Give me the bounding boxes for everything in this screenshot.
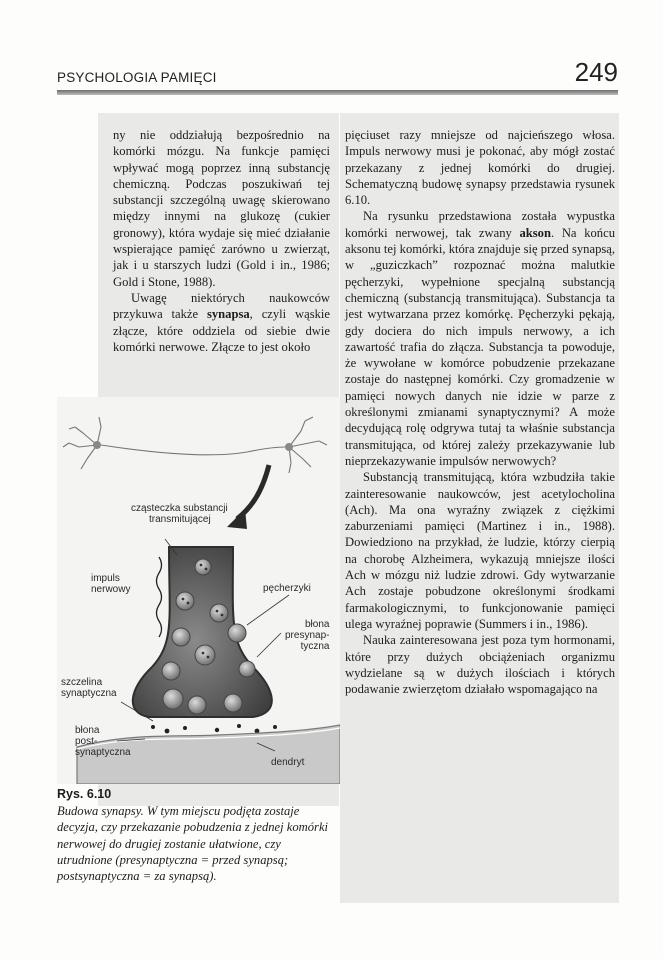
label-dendrite: dendryt bbox=[271, 757, 305, 768]
term-synapsa: synapsa bbox=[206, 307, 250, 322]
label-line: szczelina bbox=[61, 677, 103, 688]
synapse-figure bbox=[57, 397, 340, 784]
label-line: post- bbox=[75, 736, 98, 747]
figure-caption-title: Rys. 6.10 bbox=[57, 787, 112, 801]
text-run: Na rysunku przedstawiona została wypustka komórki nerwowej, tak zwany bbox=[345, 209, 615, 240]
header-rule bbox=[57, 90, 618, 95]
label-line: nerwowy bbox=[91, 584, 131, 595]
text-run: . Na końcu aksonu tej komórki, która znajduje się przed synapsą, w „guziczkach” rozpoznać można malutkie pęcherzyki, wypełnione specjalną substancją chemiczną (substancją transmitująca). Substancja ta jest wytwarzana przez komórkę. Pęcherzyki pękają, gdy dociera do nich impuls nerwowy, a ich zawartość trafia do złącza. Substancja ta powoduje, że wywołane w komórce pobudzenie przekazane zostaje do następnej komórki. Czy gromadzenie w pamięci nowych danych nie idzie w parze z określonymi zmianami synaptycznymi? A może decydującą rolę odgrywa tutaj ta właśnie substancja transmitująca, od której zależy przekazywanie lub nieprzekazywanie impulsów nerwowych? bbox=[345, 225, 615, 468]
label-molecule bbox=[131, 503, 228, 525]
label-line: błona bbox=[305, 619, 330, 630]
label-impulse bbox=[91, 573, 130, 595]
neuron-right-icon bbox=[247, 417, 327, 473]
label-line: synaptyczna bbox=[75, 747, 131, 758]
transmitter-molecules bbox=[151, 724, 277, 733]
zoom-arrow-icon bbox=[227, 465, 269, 529]
text-run: , czyli wąskie złącze, które oddziela od siebie dwie komórki nerwowe. Złącze to jest około bbox=[113, 307, 330, 354]
term-akson: akson bbox=[519, 225, 551, 240]
figure-caption-text: Budowa synapsy. W tym miejscu podjęta zostaje decyzja, czy przekazanie pobudzenia z jednej komórki nerwowej do drugiej zostanie ułatwione, czy utrudnione (presynaptyczna = przed synapsą; postsynaptyczna = za synapsą). bbox=[57, 804, 329, 884]
label-line: transmitującej bbox=[149, 514, 211, 525]
right-paragraph-4: Nauka zainteresowana jest poza tym hormonami, które przy dużych obciążeniach organizmu wydzielane są w dużych ilościach i których podawanie zwierzętom działało wspomagająco na bbox=[345, 633, 615, 697]
label-vesicles: pęcherzyki bbox=[263, 583, 311, 594]
label-line: cząsteczka substancji bbox=[131, 503, 228, 514]
left-column bbox=[113, 127, 330, 355]
page-number: 249 bbox=[574, 57, 618, 87]
label-line: błona bbox=[75, 725, 100, 736]
left-paragraph-2 bbox=[113, 290, 330, 355]
label-line: synaptyczna bbox=[61, 688, 117, 699]
label-presynaptic-membrane bbox=[285, 619, 329, 652]
text-run: Uwagę niektórych naukowców przykuwa także bbox=[113, 290, 330, 322]
right-paragraph-2 bbox=[345, 208, 615, 469]
right-paragraph-3: Substancją transmitującą, która wzbudziła takie zainteresowanie naukowców, jest acetylocholina (Ach). Ma ona wyraźny związek z ciężkimi zaburzeniami pamięci (Martinez i in., 1988). Dowiedziono na przykład, że ludzie, którzy cierpią na chorobę Alzheimera, wykazują mniejsze ilości Ach w mózgu niż ludzie zdrowi. Gdy wytwarzanie Ach zostaje pobudzone określonymi środkami farmakologicznymi, to funkcjonowanie pamięci ulega wyraźnej poprawie (Summers i in., 1986). bbox=[345, 470, 615, 631]
neuron-left-icon bbox=[63, 417, 247, 469]
left-paragraph-1: ny nie oddziałują bezpośrednio na komórki mózgu. Na funkcje pamięci wpływać mogą poprzez inną substancję chemiczną. Podczas poszukiwań tej substancji szczególną uwagę skierowano między innymi na glukozę (cukier gronowy), która wydaje się mieć działanie wspierające pamięć zarówno u zwierząt, jak i u starszych ludzi (Gold i in., 1986; Gold i Stone, 1988). bbox=[113, 128, 330, 289]
label-synaptic-cleft bbox=[61, 677, 117, 699]
label-line: presynap- bbox=[285, 630, 330, 641]
right-paragraph-1: pięciuset razy mniejsze od najcieńszego włosa. Impuls nerwowy musi je pokonać, aby mógł zostać przekazany z jednej komórki do drugiej. Schematyczną budowę synapsy przedstawia rysunek 6.10. bbox=[345, 128, 615, 208]
running-title: PSYCHOLOGIA PAMIĘCI bbox=[57, 70, 217, 85]
label-line: tyczna bbox=[300, 641, 330, 652]
impulse-wave-icon bbox=[157, 557, 162, 637]
label-line: impuls bbox=[91, 573, 120, 584]
label-postsynaptic-membrane bbox=[75, 725, 131, 758]
right-column bbox=[345, 127, 615, 697]
